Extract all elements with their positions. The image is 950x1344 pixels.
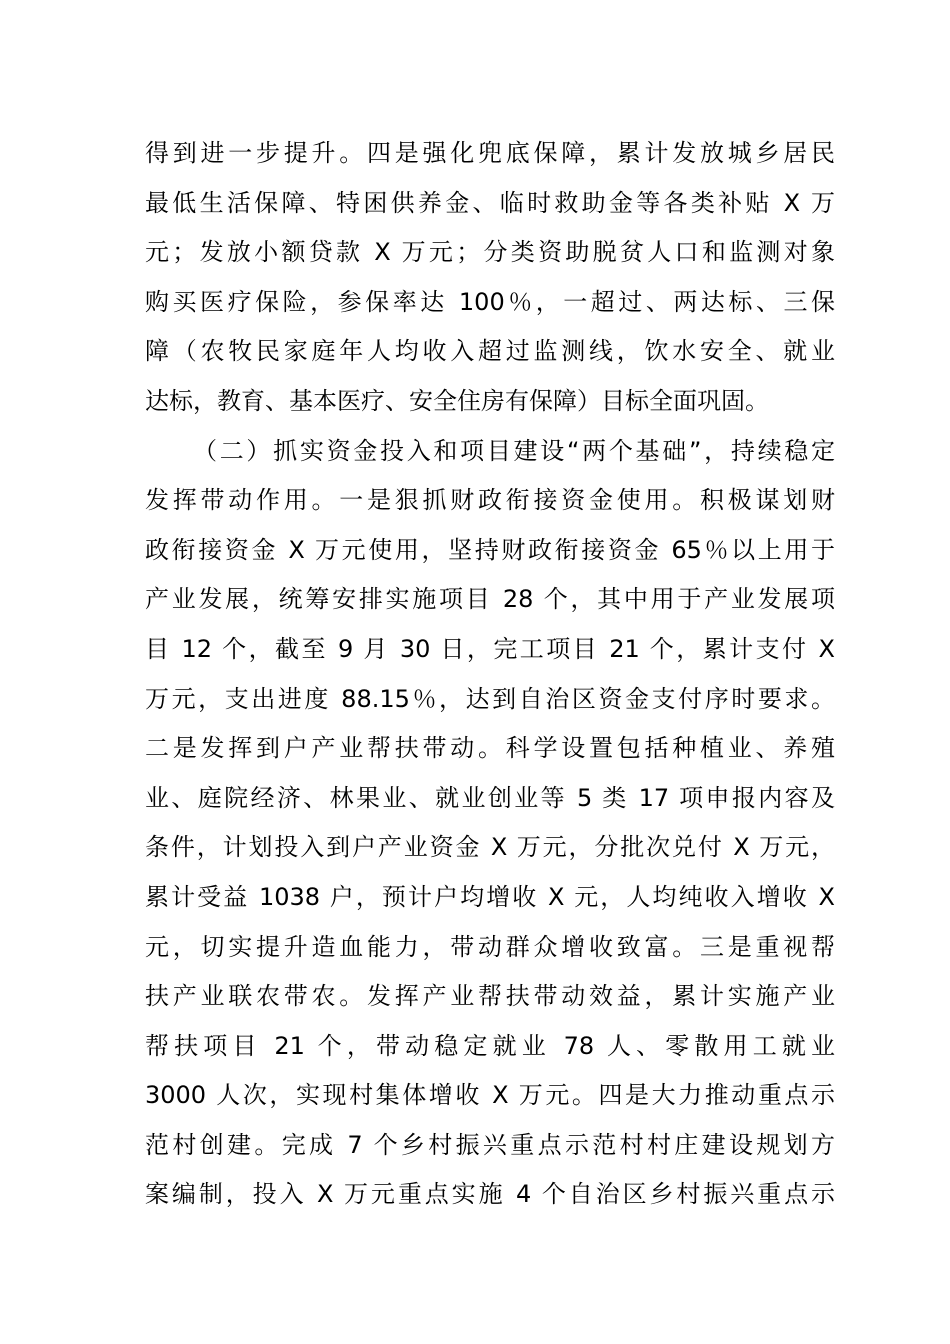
text-line-5: 障（农牧民家庭年人均收入超过监测线，饮水安全、就业: [145, 337, 835, 366]
text-line-14: 业、庭院经济、林果业、就业创业等 5 类 17 项申报内容及: [145, 783, 835, 812]
body-text: [145, 129, 835, 1220]
text-line-12: 万元，支出进度 88.15％，达到自治区资金支付序时要求。: [145, 684, 835, 713]
text-line-16: 累计受益 1038 户，预计户均增收 X 元，人均纯收入增收 X: [145, 882, 835, 911]
text-line-2: 最低生活保障、特困供养金、临时救助金等各类补贴 X 万: [145, 188, 835, 217]
text-line-22: 案编制，投入 X 万元重点实施 4 个自治区乡村振兴重点示: [145, 1180, 835, 1209]
text-line-3: 元；发放小额贷款 X 万元；分类资助脱贫人口和监测对象: [145, 238, 835, 267]
text-line-15: 条件，计划投入到户产业资金 X 万元，分批次兑付 X 万元，: [145, 833, 835, 862]
text-line-20: 3000 人次，实现村集体增收 X 万元。四是大力推动重点示: [145, 1081, 835, 1110]
section-heading-line: （二）抓实资金投入和项目建设“两个基础”，持续稳定: [193, 436, 835, 465]
text-line-9: 政衔接资金 X 万元使用，坚持财政衔接资金 65％以上用于: [145, 535, 835, 564]
text-line-13: 二是发挥到户产业帮扶带动。科学设置包括种植业、养殖: [145, 734, 835, 763]
text-line-6: 达标，教育、基本医疗、安全住房有保障）目标全面巩固。: [145, 386, 769, 415]
text-line-11: 目 12 个，截至 9 月 30 日，完工项目 21 个，累计支付 X: [145, 634, 835, 663]
text-line-4: 购买医疗保险，参保率达 100％，一超过、两达标、三保: [145, 287, 835, 316]
text-line-8: 发挥带动作用。一是狠抓财政衔接资金使用。积极谋划财: [145, 486, 835, 515]
text-line-18: 扶产业联农带农。发挥产业帮扶带动效益，累计实施产业: [145, 982, 835, 1011]
text-line-19: 帮扶项目 21 个，带动稳定就业 78 人、零散用工就业: [145, 1031, 835, 1060]
text-line-10: 产业发展，统筹安排实施项目 28 个，其中用于产业发展项: [145, 585, 835, 614]
text-line-17: 元，切实提升造血能力，带动群众增收致富。三是重视帮: [145, 932, 835, 961]
text-line-21: 范村创建。完成 7 个乡村振兴重点示范村村庄建设规划方: [145, 1130, 835, 1159]
text-line-1: 得到进一步提升。四是强化兜底保障，累计发放城乡居民: [145, 139, 835, 167]
